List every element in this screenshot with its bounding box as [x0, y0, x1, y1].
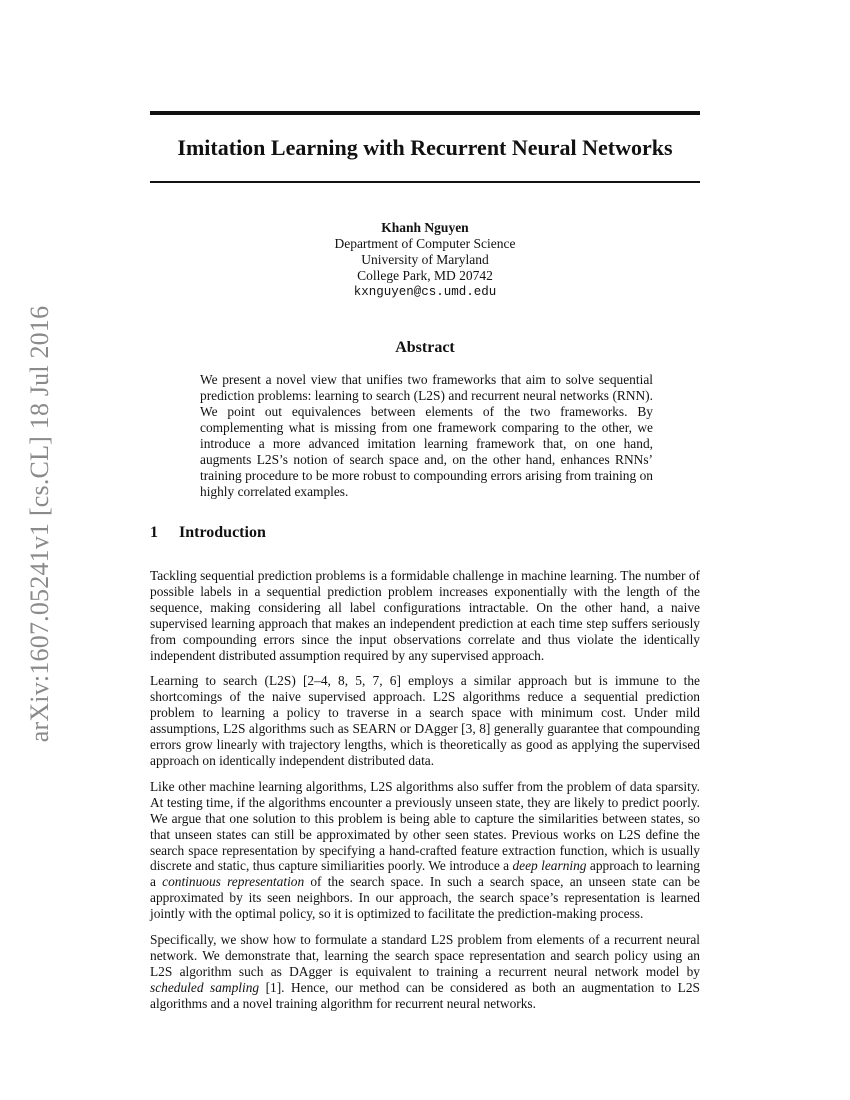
paragraph-4: [150, 932, 700, 1012]
abstract-text: We present a novel view that unifies two frameworks that aim to solve sequential prediction problems: learning to search (L2S) and recurrent neural networks (RNN). We point out equivalences between elements of the two frameworks. By complementing what is missing from one framework comparing to the other, we introduce a more advanced imitation learning framework that, on one hand, augments L2S’s notion of search space and, on the other hand, enhances RNNs’ training procedure to be more robust to compounding errors arising from training on highly correlated examples.: [200, 372, 653, 499]
paragraph-1: Tackling sequential prediction problems is a formidable challenge in machine learning. The number of possible labels in a sequential prediction problem increases exponentially with the length of the sequence, making considering all label configurations intractable. On the other hand, a naive supervised learning approach that makes an independent prediction at each time step suffers seriously from compounding errors since the input observations correlate and thus violate the identically independent distributed assumption required by any supervised approach.: [150, 568, 700, 663]
paragraph-3-text-a: Like other machine learning algorithms, L2S algorithms also suffer from the problem of data sparsity. At testing time, if the algorithms encounter a previously unseen state, they are likely to predict poorly. We argue that one solution to this problem is being able to capture the similarities between states, so that unseen states can still be approximated by other seen states. Previous works on L2S define the search space representation by specifying a hand-crafted feature extraction function, which is usually discrete and static, thus capture similiarities poorly. We introduce a: [150, 778, 700, 874]
paragraph-4-emphasis: scheduled sampling: [150, 979, 260, 995]
paragraph-3-emphasis-2: continuous representation: [162, 874, 305, 890]
paragraph-3-emphasis-1: deep learning: [512, 858, 587, 874]
author-location: College Park, MD 20742: [357, 268, 493, 283]
author-block: [150, 220, 700, 300]
author-email: kxnguyen@cs.umd.edu: [353, 285, 497, 299]
title-top-rule: [150, 111, 700, 115]
paragraph-2: Learning to search (L2S) [2–4, 8, 5, 7, 6] employs a similar approach but is immune to the shortcomings of the naive supervised approach. L2S algorithms reduce a sequential prediction problem to learning a policy to traverse in a search space with minimum cost. Under mild assumptions, L2S algorithms such as SEARN or DAgger [3, 8] generally guarantee that compounding errors grow linearly with trajectory lengths, which is theoretically as good as applying the supervised approach on identically independent distributed data.: [150, 673, 700, 768]
paragraph-4-text-a: Specifically, we show how to formulate a standard L2S problem from elements of a recurrent neural network. We demonstrate that, learning the search space representation and search policy using an L2S algorithm such as DAgger is equivalent to training a recurrent neural network model by: [150, 932, 700, 979]
title-bottom-rule: [150, 181, 700, 183]
section-number: 1: [150, 524, 158, 541]
abstract-heading: Abstract: [395, 339, 455, 356]
paragraph-3: [150, 779, 700, 922]
author-department: Department of Computer Science: [334, 236, 516, 251]
section-heading: [150, 523, 266, 543]
paragraph-3-text-c: of the search space. In such a search space, an unseen state can be approximated by its seen neighbors. In our approach, the search space’s representation is learned jointly with the optimal policy, so it is optimized to facilitate the prediction-making process.: [150, 874, 700, 922]
author-university: University of Maryland: [361, 252, 489, 267]
body-text: [150, 568, 700, 1022]
author-name: Khanh Nguyen: [381, 220, 469, 235]
arxiv-id: arXiv:1607.05241v1 [cs.CL] 18 Jul 2016: [25, 305, 54, 743]
paragraph-4-text-b: [1]. Hence, our method can be considered as both an augmentation to L2S algorithms and a novel training algorithm for recurrent neural networks.: [150, 979, 700, 1011]
section-title: Introduction: [179, 524, 266, 541]
paragraph-3-text-b: approach to learning a: [150, 858, 700, 890]
paper-title: Imitation Learning with Recurrent Neural Networks: [177, 135, 673, 160]
